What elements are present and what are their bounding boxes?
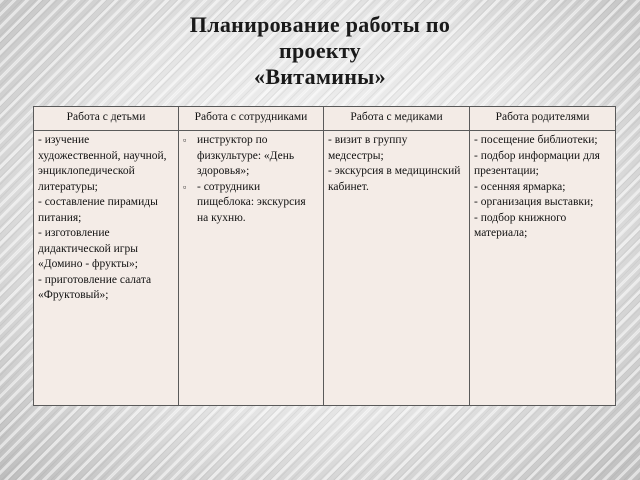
list-item: - визит в группу медсестры;	[328, 134, 408, 162]
plan-table	[33, 106, 616, 406]
list-item-text: инструктор по физкультуре: «День здоровья»;	[197, 134, 295, 177]
list-item: - подбор книжного материала;	[474, 211, 567, 239]
list-item: - приготовление салата «Фруктовый»;	[38, 273, 152, 301]
list-item: - изучение художественной, научной, энциклопедической литературы;	[38, 134, 167, 193]
cell-medics	[324, 131, 470, 406]
list-item: - организация выставки;	[474, 196, 594, 208]
list-item: - экскурсия в медицинский кабинет.	[328, 165, 461, 193]
cell-staff	[179, 131, 324, 406]
list-item-text: - сотрудники пищеблока: экскурсия на кухню.	[197, 180, 306, 224]
header-medics: Работа с медиками	[324, 107, 470, 131]
list-item: - осенняя ярмарка;	[474, 180, 566, 193]
list-item: - подбор информации для презентации;	[474, 149, 600, 177]
header-children: Работа с детьми	[34, 107, 179, 131]
bullet-icon: ▫	[183, 181, 187, 192]
table-header-row	[34, 107, 616, 131]
list-item: - изготовление дидактической игры «Домино - фрукты»;	[38, 227, 138, 270]
title-line-3: «Витамины»	[254, 64, 386, 89]
list-item	[183, 180, 319, 227]
page-title	[0, 12, 640, 90]
list-item: - посещение библиотеки;	[474, 134, 598, 146]
table-row	[34, 131, 616, 406]
list-item: - составление пирамиды питания;	[38, 196, 158, 224]
title-line-2: проекту	[279, 38, 361, 63]
bullet-icon: ▫	[183, 135, 187, 145]
cell-children	[34, 131, 179, 406]
list-item	[183, 133, 319, 180]
header-staff: Работа с сотрудниками	[179, 107, 324, 131]
header-parents: Работа родителями	[470, 107, 616, 131]
cell-parents	[470, 131, 616, 406]
title-line-1: Планирование работы по	[189, 12, 451, 37]
